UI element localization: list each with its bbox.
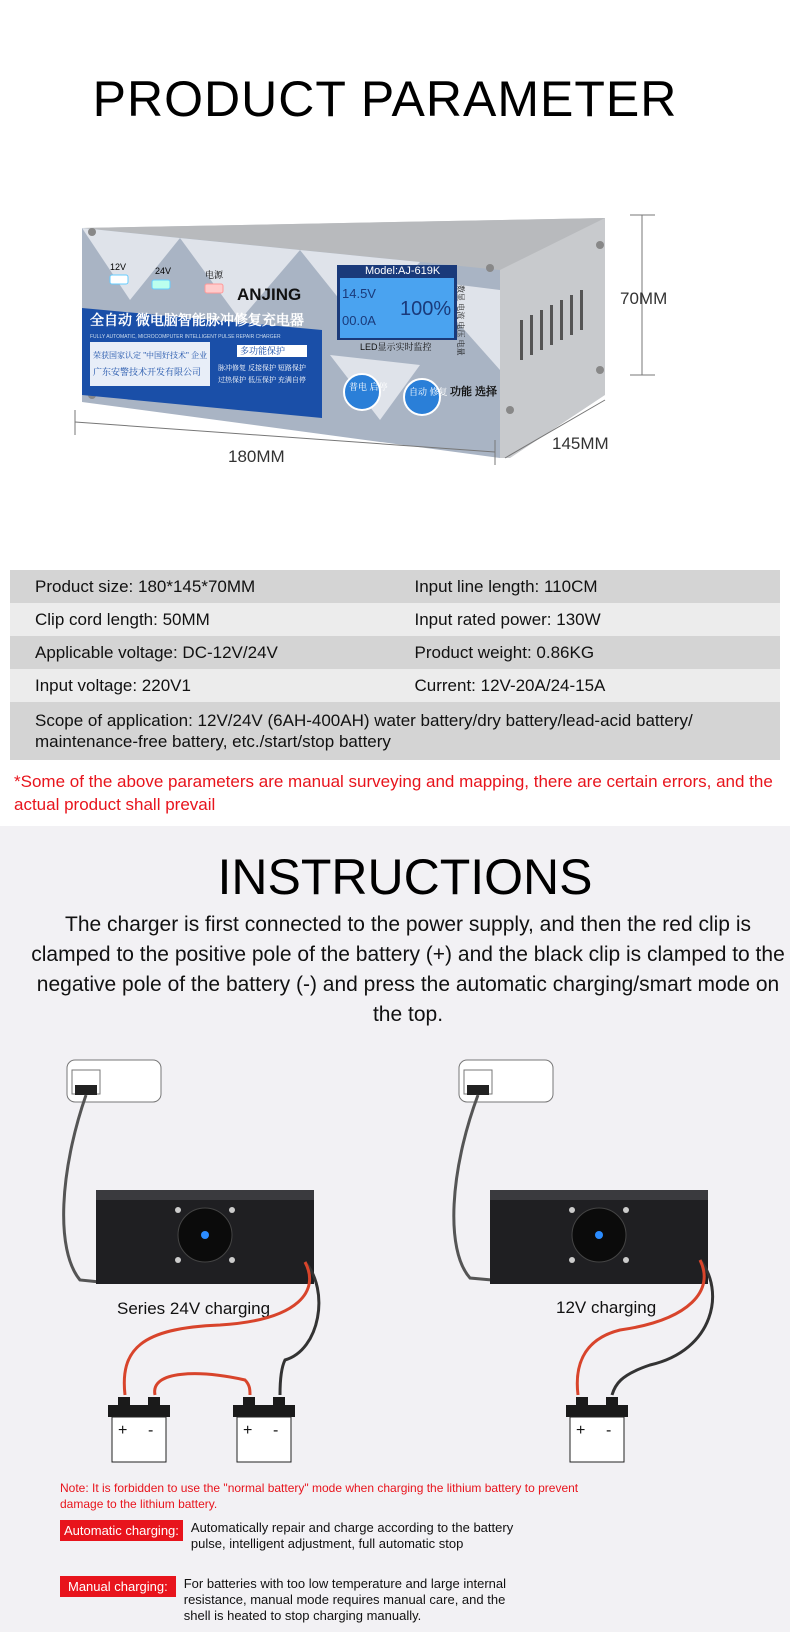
mode-manual [60,1576,620,1624]
company-line1: 荣获国家认定 "中国好技术" 企业 [93,351,208,360]
svg-text:-: - [273,1422,279,1439]
accuracy-note: *Some of the above parameters are manual surveying and mapping, there are certain errors, and the actual product shall prevail [14,772,773,814]
model-label: Model:AJ-619K [365,265,441,277]
lithium-warning: Note: It is forbidden to use the "normal battery" mode when charging the lithium battery to prevent damage to the lithium battery. [60,1481,579,1511]
mode-tag: Automatic charging: [60,1520,183,1541]
label-12v: 12V [110,262,127,272]
mode-tag: Manual charging: [60,1576,176,1597]
battery-icon [108,1397,170,1462]
mode-desc: For batteries with too low temperature and large internal resistance, manual mode requires manual care, and the shell is heated to stop charging manually. [183,1576,507,1623]
instructions-title: INSTRUCTIONS [217,849,593,905]
banner-en: FULLY AUTOMATIC, MICROCOMPUTER INTELLIGENT PULSE REPAIR CHARGER [90,334,281,340]
normal-button[interactable] [344,374,380,410]
lcd-amp: 00.0A [342,313,376,328]
spec-table [10,570,780,760]
spec-row-scope: Scope of application: 12V/24V (6AH-400AH) water battery/dry battery/lead-acid battery/ maintenance-free battery, etc./start/stop battery [10,702,780,760]
function-select-label: 功能 选择 [450,386,498,398]
svg-text:+: + [243,1422,253,1439]
lcd-volt: 14.5V [342,286,376,301]
indicator-12v [110,275,128,284]
auto-repair-button[interactable] [404,379,440,415]
protect-title: 多功能保护 [240,346,286,356]
protect-line1: 脉冲修复 反接保护 短路保护 [218,365,306,372]
company-line2: 广东安警技术开发有限公司 [93,367,202,377]
indicator-24v [152,280,170,289]
svg-text:-: - [606,1422,612,1439]
svg-text:+: + [576,1422,586,1439]
banner-cn: 全自动 微电脑智能脉冲修复充电器 [90,312,304,328]
label-power: 电源 [205,270,224,280]
dim-height: 70MM [620,289,668,308]
label-12v-charging: 12V charging [556,1298,657,1317]
battery-icon [566,1397,628,1462]
spec-row: Clip cord length: 50MM Input rated power: 130W [10,603,780,636]
product-dimension-drawing [0,190,790,520]
indicator-power [205,284,223,293]
lcd-percent: 100% [400,298,452,320]
svg-text:-: - [148,1422,154,1439]
power-outlet-icon [67,1060,161,1102]
label-series-24v: Series 24V charging [117,1299,271,1318]
wiring-diagram [0,1050,790,1480]
svg-text:+: + [118,1422,128,1439]
dim-width: 180MM [228,447,285,466]
dim-depth: 145MM [552,434,609,453]
svg-text:自动 修复: 自动 修复 [409,387,448,397]
spec-row: Product size: 180*145*70MM Input line length: 110CM [10,570,780,603]
instructions-text: The charger is first connected to the power supply, and then the red clip is clamped to the positive pole of the battery (+) and the black clip is clamped to the negative pole of the battery (-) and press the automatic charging/smart mode on the top. [31,913,785,1026]
side-text: 数显 电流 电压 电量 [456,285,465,356]
svg-text:普电 启停: 普电 启停 [349,382,388,392]
label-24v: 24V [155,266,172,276]
led-caption: LED显示实时监控 [360,342,432,352]
power-outlet-icon [459,1060,553,1102]
spec-row: Input voltage: 220V1 Current: 12V-20A/24-15A [10,669,780,702]
spec-row: Applicable voltage: DC-12V/24V Product weight: 0.86KG [10,636,780,669]
brand-logo: ANJING [237,285,302,304]
protect-line2: 过热保护 低压保护 充满自停 [218,377,306,384]
battery-icon [233,1397,295,1462]
mode-automatic [60,1520,620,1552]
page-title: PRODUCT PARAMETER [92,71,678,127]
mode-desc: Automatically repair and charge according to the battery pulse, intelligent adjustment, full automatic stop [190,1520,514,1551]
